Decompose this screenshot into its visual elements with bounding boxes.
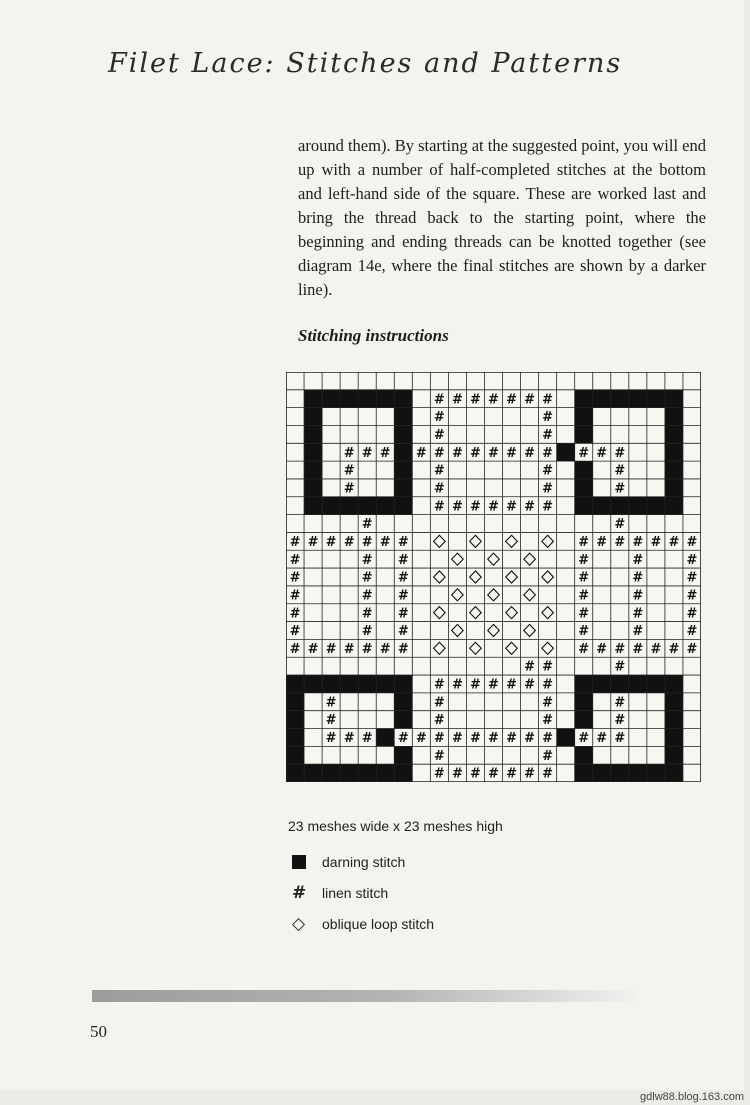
- linen-cell: #: [361, 731, 373, 747]
- linen-cell: #: [614, 713, 626, 729]
- darning-cell: [394, 390, 412, 408]
- linen-cell: #: [506, 499, 517, 515]
- darning-cell: [647, 764, 665, 782]
- darning-cell: [593, 497, 611, 515]
- watermark: gdlw88.blog.163.com: [640, 1091, 744, 1103]
- darning-cell: [575, 425, 593, 443]
- linen-cell: #: [470, 392, 481, 408]
- linen-cell: #: [470, 766, 481, 782]
- linen-cell: #: [433, 392, 445, 408]
- linen-cell: #: [542, 463, 554, 479]
- linen-cell: #: [542, 499, 554, 515]
- linen-cell: #: [578, 570, 590, 586]
- linen-cell: #: [542, 748, 554, 764]
- diamond-icon: ◇: [292, 913, 306, 934]
- legend-item-darning: [292, 846, 434, 877]
- linen-cell: #: [542, 677, 554, 693]
- linen-cell: #: [361, 517, 373, 533]
- linen-cell: #: [361, 606, 373, 622]
- legend-label: linen stitch: [322, 884, 389, 901]
- linen-cell: #: [361, 641, 373, 657]
- linen-cell: #: [289, 534, 301, 550]
- linen-cell: #: [542, 695, 554, 711]
- linen-cell: #: [307, 534, 319, 550]
- linen-cell: #: [397, 570, 409, 586]
- darning-cell: [575, 408, 593, 426]
- darning-cell: [611, 675, 629, 693]
- darning-cell: [665, 461, 683, 479]
- linen-cell: #: [686, 570, 698, 586]
- linen-cell: #: [433, 499, 445, 515]
- linen-cell: #: [397, 552, 409, 568]
- linen-cell: #: [542, 427, 554, 443]
- darning-cell: [593, 675, 611, 693]
- linen-cell: #: [596, 641, 608, 657]
- darning-cell: [340, 497, 358, 515]
- darning-cell: [322, 764, 340, 782]
- darning-cell: [304, 479, 322, 497]
- darning-cell: [304, 497, 322, 515]
- linen-cell: #: [379, 534, 391, 550]
- darning-cell: [665, 390, 683, 408]
- darning-square-icon: [292, 855, 322, 869]
- linen-cell: #: [542, 713, 554, 729]
- linen-cell: #: [361, 570, 373, 586]
- linen-cell: #: [433, 445, 445, 461]
- linen-cell: #: [289, 588, 301, 604]
- linen-cell: #: [578, 552, 590, 568]
- linen-cell: #: [451, 392, 463, 408]
- darning-cell: [394, 693, 412, 711]
- linen-cell: #: [578, 731, 590, 747]
- legend-item-linen: [292, 877, 434, 908]
- linen-cell: #: [433, 427, 445, 443]
- linen-cell: #: [506, 677, 517, 693]
- linen-cell: #: [686, 624, 698, 640]
- linen-cell: #: [488, 766, 499, 782]
- linen-cell: #: [397, 534, 409, 550]
- linen-cell: #: [524, 445, 536, 461]
- linen-cell: #: [433, 410, 445, 426]
- darning-cell: [394, 711, 412, 729]
- linen-cell: #: [524, 392, 536, 408]
- linen-cell: #: [488, 445, 499, 461]
- darning-cell: [575, 390, 593, 408]
- darning-cell: [665, 675, 683, 693]
- darning-cell: [629, 497, 647, 515]
- stitch-chart: [286, 372, 701, 782]
- linen-cell: #: [596, 534, 608, 550]
- darning-cell: [665, 425, 683, 443]
- linen-cell: #: [686, 588, 698, 604]
- darning-cell: [575, 764, 593, 782]
- darning-cell: [286, 764, 304, 782]
- linen-cell: #: [415, 731, 427, 747]
- linen-cell: #: [506, 392, 517, 408]
- linen-cell: #: [632, 588, 644, 604]
- darning-cell: [304, 461, 322, 479]
- linen-cell: #: [542, 766, 554, 782]
- linen-cell: #: [289, 552, 301, 568]
- linen-cell: #: [632, 624, 644, 640]
- darning-cell: [647, 497, 665, 515]
- darning-cell: [629, 764, 647, 782]
- darning-cell: [340, 764, 358, 782]
- darning-cell: [665, 443, 683, 461]
- darning-cell: [557, 729, 575, 747]
- linen-cell: #: [470, 499, 481, 515]
- darning-cell: [593, 390, 611, 408]
- legend-label: oblique loop stitch: [322, 915, 435, 932]
- linen-cell: #: [470, 677, 481, 693]
- section-heading: Stitching instructions: [298, 326, 449, 345]
- darning-cell: [575, 675, 593, 693]
- darning-cell: [394, 443, 412, 461]
- linen-cell: #: [614, 534, 626, 550]
- linen-cell: #: [433, 731, 445, 747]
- linen-cell: #: [614, 641, 626, 657]
- darning-cell: [575, 461, 593, 479]
- linen-cell: #: [307, 641, 319, 657]
- linen-cell: #: [668, 534, 680, 550]
- linen-cell: #: [361, 534, 373, 550]
- linen-cell: #: [542, 731, 554, 747]
- linen-cell: #: [433, 748, 445, 764]
- darning-cell: [322, 675, 340, 693]
- darning-cell: [340, 675, 358, 693]
- linen-cell: #: [433, 766, 445, 782]
- darning-cell: [647, 390, 665, 408]
- darning-cell: [575, 497, 593, 515]
- darning-cell: [394, 497, 412, 515]
- darning-cell: [665, 479, 683, 497]
- running-title: Filet Lace: Stitches and Patterns: [108, 48, 623, 79]
- linen-cell: #: [506, 731, 517, 747]
- darning-cell: [611, 497, 629, 515]
- darning-cell: [665, 497, 683, 515]
- darning-cell: [340, 390, 358, 408]
- darning-cell: [665, 711, 683, 729]
- footer-rule: [92, 990, 637, 1002]
- linen-cell: #: [470, 731, 481, 747]
- linen-cell: #: [632, 606, 644, 622]
- linen-cell: #: [361, 552, 373, 568]
- linen-cell: #: [361, 445, 373, 461]
- linen-cell: #: [488, 677, 499, 693]
- linen-cell: #: [433, 463, 445, 479]
- darning-cell: [665, 729, 683, 747]
- linen-cell: #: [524, 766, 536, 782]
- linen-cell: #: [632, 552, 644, 568]
- darning-cell: [557, 443, 575, 461]
- darning-cell: [286, 675, 304, 693]
- linen-cell: #: [415, 445, 427, 461]
- linen-cell: #: [451, 445, 463, 461]
- linen-cell: #: [361, 588, 373, 604]
- linen-cell: #: [524, 677, 536, 693]
- linen-cell: #: [632, 570, 644, 586]
- linen-cell: #: [686, 552, 698, 568]
- linen-cell: #: [614, 695, 626, 711]
- linen-cell: #: [668, 641, 680, 657]
- darning-cell: [376, 675, 394, 693]
- linen-cell: #: [325, 641, 337, 657]
- darning-cell: [575, 711, 593, 729]
- darning-cell: [629, 675, 647, 693]
- linen-cell: #: [650, 641, 662, 657]
- linen-cell: #: [488, 731, 499, 747]
- darning-cell: [376, 390, 394, 408]
- darning-cell: [611, 764, 629, 782]
- linen-cell: #: [614, 445, 626, 461]
- chart-legend: [292, 846, 434, 939]
- linen-cell: #: [451, 766, 463, 782]
- linen-cell: #: [614, 517, 626, 533]
- darning-cell: [394, 408, 412, 426]
- darning-cell: [286, 729, 304, 747]
- darning-cell: [304, 675, 322, 693]
- darning-cell: [304, 764, 322, 782]
- linen-cell: #: [632, 534, 644, 550]
- linen-cell: #: [506, 766, 517, 782]
- linen-cell: #: [289, 606, 301, 622]
- darning-cell: [394, 461, 412, 479]
- darning-cell: [629, 390, 647, 408]
- darning-cell: [304, 425, 322, 443]
- linen-cell: #: [524, 731, 536, 747]
- darning-cell: [376, 729, 394, 747]
- linen-cell: #: [686, 534, 698, 550]
- darning-cell: [394, 675, 412, 693]
- chart-caption: 23 meshes wide x 23 meshes high: [288, 818, 503, 834]
- linen-cell: #: [433, 481, 445, 497]
- darning-cell: [322, 497, 340, 515]
- linen-cell: #: [289, 570, 301, 586]
- linen-cell: #: [578, 606, 590, 622]
- linen-cell: #: [433, 695, 445, 711]
- darning-cell: [358, 497, 376, 515]
- darning-cell: [394, 764, 412, 782]
- body-paragraph: around them). By starting at the suggested point, you will end up with a number of half-completed stitches at the bottom and left-hand side of the square. These are worked last and bring the thread back to the starting point, where the beginning and ending threads can be knotted together (see diagram 14e, where the final stitches are shown by a darker line).: [298, 136, 706, 299]
- linen-cell: #: [542, 392, 554, 408]
- darning-cell: [593, 764, 611, 782]
- darning-cell: [358, 390, 376, 408]
- linen-cell: #: [397, 606, 409, 622]
- linen-cell: #: [325, 731, 337, 747]
- linen-cell: #: [397, 588, 409, 604]
- linen-cell: #: [325, 534, 337, 550]
- darning-cell: [665, 693, 683, 711]
- linen-cell: #: [289, 624, 301, 640]
- linen-cell: #: [397, 731, 409, 747]
- linen-cell: #: [488, 392, 499, 408]
- linen-cell: #: [614, 659, 626, 675]
- darning-cell: [286, 693, 304, 711]
- darning-cell: [304, 390, 322, 408]
- linen-cell: #: [397, 641, 409, 657]
- darning-cell: [394, 425, 412, 443]
- darning-cell: [376, 764, 394, 782]
- linen-cell: #: [578, 588, 590, 604]
- linen-cell: #: [542, 481, 554, 497]
- linen-cell: #: [542, 410, 554, 426]
- linen-cell: #: [578, 641, 590, 657]
- darning-cell: [665, 408, 683, 426]
- darning-cell: [322, 390, 340, 408]
- linen-cell: #: [524, 499, 536, 515]
- darning-cell: [575, 479, 593, 497]
- linen-cell: #: [614, 481, 626, 497]
- darning-cell: [286, 746, 304, 764]
- linen-cell: #: [289, 641, 301, 657]
- linen-cell: #: [433, 713, 445, 729]
- linen-cell: #: [614, 731, 626, 747]
- darning-cell: [575, 693, 593, 711]
- linen-cell: #: [632, 641, 644, 657]
- linen-cell: #: [451, 731, 463, 747]
- darning-cell: [358, 764, 376, 782]
- darning-cell: [304, 408, 322, 426]
- linen-cell: #: [578, 534, 590, 550]
- linen-cell: #: [686, 606, 698, 622]
- linen-cell: #: [343, 641, 355, 657]
- page-number: 50: [90, 1022, 107, 1041]
- linen-cell: #: [542, 445, 554, 461]
- darning-cell: [611, 390, 629, 408]
- linen-cell: #: [343, 463, 355, 479]
- linen-cell: #: [451, 677, 463, 693]
- darning-cell: [286, 711, 304, 729]
- linen-cell: #: [343, 445, 355, 461]
- linen-cell: #: [343, 534, 355, 550]
- linen-cell: #: [686, 641, 698, 657]
- darning-cell: [394, 479, 412, 497]
- linen-cell: #: [578, 624, 590, 640]
- darning-cell: [665, 764, 683, 782]
- linen-cell: #: [470, 445, 481, 461]
- darning-cell: [665, 746, 683, 764]
- linen-cell: #: [542, 659, 554, 675]
- linen-cell: #: [379, 445, 391, 461]
- darning-cell: [647, 675, 665, 693]
- linen-cell: #: [506, 445, 517, 461]
- linen-cell: #: [379, 641, 391, 657]
- legend-label: darning stitch: [322, 853, 406, 870]
- linen-cell: #: [361, 624, 373, 640]
- linen-cell: #: [397, 624, 409, 640]
- linen-cell: #: [325, 695, 337, 711]
- linen-cell: #: [596, 731, 608, 747]
- darning-cell: [304, 443, 322, 461]
- linen-cell: #: [596, 445, 608, 461]
- legend-item-oblique-loop: [292, 908, 434, 939]
- linen-cell: #: [343, 481, 355, 497]
- linen-cell: #: [650, 534, 662, 550]
- linen-cell: #: [343, 731, 355, 747]
- darning-cell: [394, 746, 412, 764]
- hash-icon: #: [292, 882, 307, 903]
- darning-cell: [376, 497, 394, 515]
- linen-cell: #: [451, 499, 463, 515]
- darning-cell: [575, 746, 593, 764]
- linen-cell: #: [325, 713, 337, 729]
- linen-cell: #: [524, 659, 536, 675]
- darning-cell: [358, 675, 376, 693]
- linen-cell: #: [488, 499, 499, 515]
- linen-cell: #: [614, 463, 626, 479]
- linen-cell: #: [433, 677, 445, 693]
- linen-cell: #: [578, 445, 590, 461]
